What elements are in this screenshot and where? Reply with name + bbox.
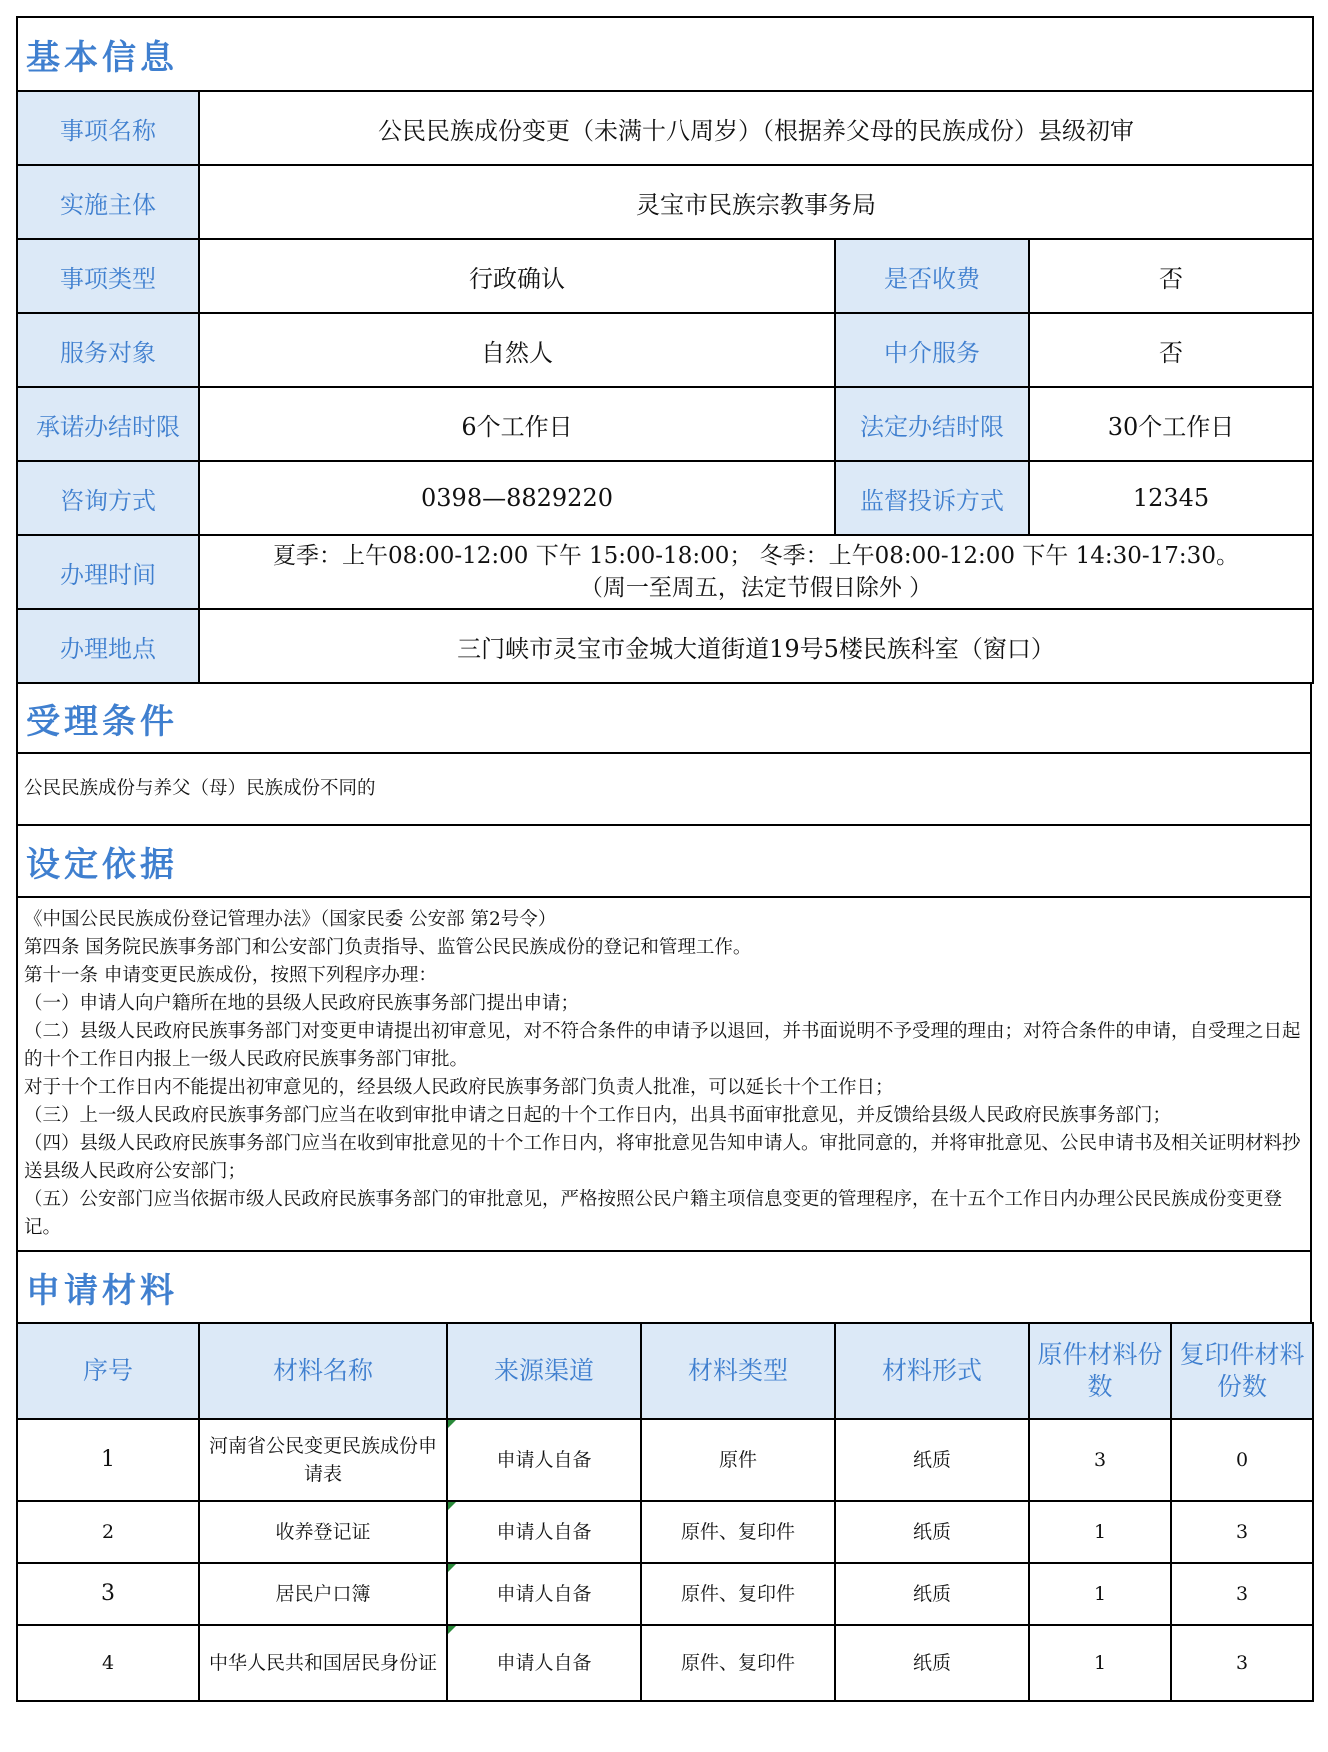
basis-line: （五）公安部门应当依据市级人民政府民族事务部门的审批意见，严格按照公民户籍主项信息变更的管理程序，在十五个工作日内办理公民民族成份变更登记。 [24,1189,1283,1238]
item-name-label: 事项名称 [17,91,199,165]
target-value: 自然人 [199,313,835,387]
header-source: 来源渠道 [447,1323,641,1419]
row-type: 原件、复印件 [641,1563,835,1625]
materials-header-row [17,1323,1313,1419]
row-type: 原件 [641,1419,835,1501]
materials-table [16,1322,1314,1702]
conditions-basis-table [16,682,1312,1324]
row-source-text: 申请人自备 [496,1583,592,1605]
row-source-text: 申请人自备 [496,1449,592,1471]
basis-line: （三）上一级人民政府民族事务部门应当在收到审批申请之日起的十个工作日内，出具书面审批意见，并反馈给县级人民政府民族事务部门； [24,1105,1172,1126]
agent-value: 否 [1029,313,1313,387]
hours-line-1: 夏季：上午08:00-12:00 下午 15:00-18:00； 冬季：上午08:00-12:00 下午 14:30-17:30。 [273,543,1239,569]
row-source [447,1501,641,1563]
row-original-count: 1 [1029,1625,1171,1701]
row-copy-count: 3 [1171,1625,1313,1701]
row-source [447,1625,641,1701]
complaint-value: 12345 [1029,461,1313,535]
consult-value: 0398—8829220 [199,461,835,535]
agency-label: 实施主体 [17,165,199,239]
target-label: 服务对象 [17,313,199,387]
basis-text [17,897,1311,1251]
row-copy-count: 0 [1171,1419,1313,1501]
row-source [447,1419,641,1501]
fee-value: 否 [1029,239,1313,313]
row-index: 3 [17,1563,199,1625]
basis-line: （二）县级人民政府民族事务部门对变更申请提出初审意见，对不符合条件的申请予以退回，并书面说明不予受理的理由；对符合条件的申请，自受理之日起的十个工作日内报上一级人民政府民族事务部门审批。 [24,1021,1301,1070]
type-label: 事项类型 [17,239,199,313]
item-name-value: 公民民族成份变更（未满十八周岁）（根据养父母的民族成份）县级初审 [199,91,1313,165]
header-original-count: 原件材料份数 [1029,1323,1171,1419]
row-type: 原件、复印件 [641,1625,835,1701]
row-form: 纸质 [835,1501,1029,1563]
row-name: 中华人民共和国居民身份证 [199,1625,447,1701]
header-form: 材料形式 [835,1323,1029,1419]
section-title-materials: 申请材料 [17,1251,1311,1323]
promise-label: 承诺办结时限 [17,387,199,461]
promise-value: 6个工作日 [199,387,835,461]
row-name: 河南省公民变更民族成份申请表 [199,1419,447,1501]
complaint-label: 监督投诉方式 [835,461,1029,535]
header-copy-count: 复印件材料份数 [1171,1323,1313,1419]
header-name: 材料名称 [199,1323,447,1419]
row-source-text: 申请人自备 [496,1652,592,1674]
table-row [17,1501,1313,1563]
basis-line: （四）县级人民政府民族事务部门应当在收到审批意见的十个工作日内，将审批意见告知申请人。审批同意的，并将审批意见、公民申请书及相关证明材料抄送县级人民政府公安部门； [24,1133,1301,1182]
row-form: 纸质 [835,1563,1029,1625]
row-copy-count: 3 [1171,1563,1313,1625]
hours-value [199,535,1313,609]
row-index: 1 [17,1419,199,1501]
section-title-basis: 设定依据 [17,825,1311,897]
service-guide-sheet [16,16,1312,1702]
row-index: 4 [17,1625,199,1701]
fee-label: 是否收费 [835,239,1029,313]
row-form: 纸质 [835,1419,1029,1501]
legal-label: 法定办结时限 [835,387,1029,461]
row-source-text: 申请人自备 [496,1521,592,1543]
row-original-count: 1 [1029,1501,1171,1563]
row-type: 原件、复印件 [641,1501,835,1563]
basis-line: （一）申请人向户籍所在地的县级人民政府民族事务部门提出申请； [24,993,580,1014]
hours-line-2: （周一至周五，法定节假日除外 ） [579,575,933,601]
agent-label: 中介服务 [835,313,1029,387]
header-type: 材料类型 [641,1323,835,1419]
agency-value: 灵宝市民族宗教事务局 [199,165,1313,239]
row-original-count: 1 [1029,1563,1171,1625]
note-marker-icon [448,1420,456,1428]
conditions-text: 公民民族成份与养父（母）民族成份不同的 [17,753,1311,825]
row-name: 居民户口簿 [199,1563,447,1625]
row-name: 收养登记证 [199,1501,447,1563]
header-index: 序号 [17,1323,199,1419]
legal-value: 30个工作日 [1029,387,1313,461]
section-title-basic: 基本信息 [17,17,1313,91]
basis-line: 对于十个工作日内不能提出初审意见的，经县级人民政府民族事务部门负责人批准，可以延长十个工作日； [24,1077,894,1098]
note-marker-icon [448,1502,456,1510]
address-label: 办理地点 [17,609,199,683]
note-marker-icon [448,1626,456,1634]
table-row [17,1625,1313,1701]
table-row [17,1419,1313,1501]
consult-label: 咨询方式 [17,461,199,535]
basis-line: 第十一条 申请变更民族成份，按照下列程序办理： [24,965,437,986]
table-row [17,1563,1313,1625]
hours-label: 办理时间 [17,535,199,609]
type-value: 行政确认 [199,239,835,313]
section-title-conditions: 受理条件 [17,683,1311,753]
row-copy-count: 3 [1171,1501,1313,1563]
row-index: 2 [17,1501,199,1563]
basis-line: 第四条 国务院民族事务部门和公安部门负责指导、监管公民民族成份的登记和管理工作。 [24,937,752,958]
row-source [447,1563,641,1625]
basic-info-table [16,16,1314,684]
basis-line: 《中国公民民族成份登记管理办法》（国家民委 公安部 第2号令） [24,909,557,930]
row-original-count: 3 [1029,1419,1171,1501]
row-form: 纸质 [835,1625,1029,1701]
note-marker-icon [448,1564,456,1572]
address-value: 三门峡市灵宝市金城大道街道19号5楼民族科室（窗口） [199,609,1313,683]
